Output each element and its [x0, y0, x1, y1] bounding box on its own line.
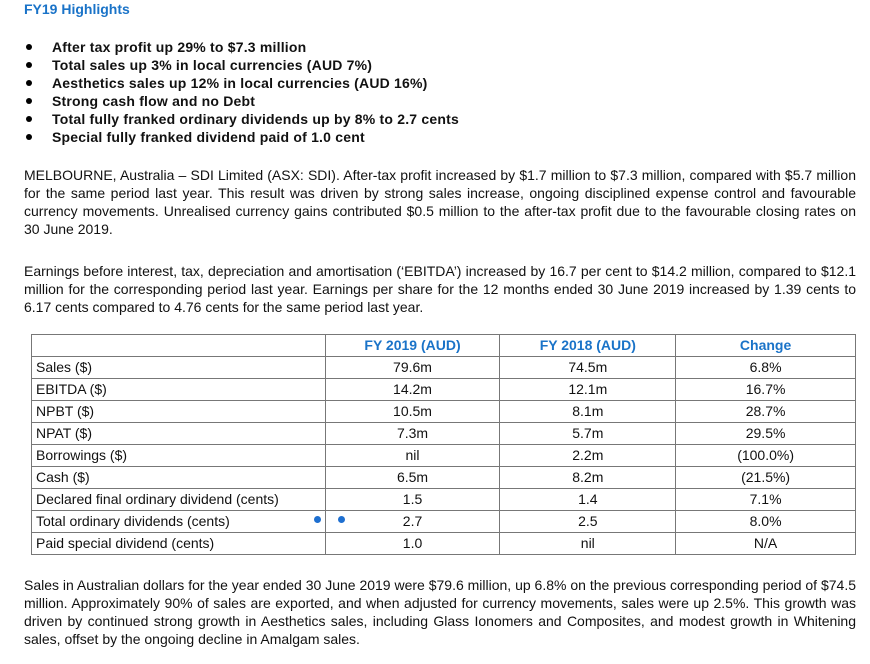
table-row	[32, 445, 856, 467]
table-row	[32, 379, 856, 401]
highlights-list	[24, 38, 459, 146]
fy2018-value: 1.4	[500, 489, 676, 511]
row-label: Total ordinary dividends (cents)	[32, 511, 326, 533]
sales-paragraph: Sales in Australian dollars for the year ended 30 June 2019 were $79.6 million, up 6.8% on the previous corresponding period of $74.5 million. Approximately 90% of sales are exported, and when adjusted for currency movements, sales were up 2.5%. This growth was driven by continued strong growth in Aesthetics sales, including Glass Ionomers and Composites, and modest growth in Whitening sales, offset by the ongoing decline in Amalgam sales.	[24, 577, 856, 647]
list-item	[24, 110, 459, 128]
fy2018-value: 2.5	[500, 511, 676, 533]
fy2018-value: nil	[500, 533, 676, 555]
bullet-icon	[26, 134, 32, 140]
row-label: NPBT ($)	[32, 401, 326, 423]
table-row	[32, 401, 856, 423]
resize-handle-icon[interactable]	[338, 516, 345, 523]
page-title: FY19 Highlights	[24, 1, 130, 17]
list-item	[24, 128, 459, 146]
fy2019-value: 1.0	[325, 533, 500, 555]
bullet-icon	[26, 62, 32, 68]
change-value: 6.8%	[676, 357, 856, 379]
change-value: N/A	[676, 533, 856, 555]
header-cell: FY 2019 (AUD)	[325, 335, 500, 357]
change-value: 16.7%	[676, 379, 856, 401]
fy2018-value: 74.5m	[500, 357, 676, 379]
bullet-icon	[26, 98, 32, 104]
fy2018-value: 8.2m	[500, 467, 676, 489]
fy2019-value: 2.7	[325, 511, 500, 533]
highlight-text: After tax profit up 29% to $7.3 million	[52, 39, 307, 55]
fy2019-value: 10.5m	[325, 401, 500, 423]
bullet-icon	[26, 80, 32, 86]
change-value: (21.5%)	[676, 467, 856, 489]
table-row	[32, 423, 856, 445]
highlight-text: Aesthetics sales up 12% in local currencies (AUD 16%)	[52, 75, 428, 91]
list-item	[24, 92, 459, 110]
header-cell: Change	[676, 335, 856, 357]
bullet-icon	[26, 44, 32, 50]
change-value: 28.7%	[676, 401, 856, 423]
fy2019-value: 7.3m	[325, 423, 500, 445]
highlight-text: Strong cash flow and no Debt	[52, 93, 256, 109]
fy2019-value: nil	[325, 445, 500, 467]
fy2018-value: 8.1m	[500, 401, 676, 423]
header-cell: FY 2018 (AUD)	[500, 335, 676, 357]
highlight-text: Total fully franked ordinary dividends up by 8% to 2.7 cents	[52, 111, 459, 127]
list-item	[24, 38, 459, 56]
highlight-text: Special fully franked dividend paid of 1.0 cent	[52, 129, 365, 145]
list-item	[24, 74, 459, 92]
fy2018-value: 5.7m	[500, 423, 676, 445]
table-row	[32, 467, 856, 489]
fy2019-value: 1.5	[325, 489, 500, 511]
table-row	[32, 533, 856, 555]
intro-paragraph: MELBOURNE, Australia – SDI Limited (ASX: SDI). After-tax profit increased by $1.7 million to $7.3 million, compared with $5.7 million for the same period last year. This result was driven by strong sales increase, ongoing disciplined expense control and favourable currency movements. Unrealised currency gains contributed $0.5 million to the after-tax profit due to the favourable closing rates on 30 June 2019.	[24, 167, 856, 237]
row-label: Declared final ordinary dividend (cents)	[32, 489, 326, 511]
row-label: Cash ($)	[32, 467, 326, 489]
fy2018-value: 2.2m	[500, 445, 676, 467]
list-item	[24, 56, 459, 74]
row-label: Sales ($)	[32, 357, 326, 379]
row-label: NPAT ($)	[32, 423, 326, 445]
row-label: Paid special dividend (cents)	[32, 533, 326, 555]
header-cell	[32, 335, 326, 357]
financial-summary-table	[31, 334, 856, 555]
table-row	[32, 489, 856, 511]
fy2019-value: 14.2m	[325, 379, 500, 401]
fy2019-value: 79.6m	[325, 357, 500, 379]
resize-handle-icon[interactable]	[314, 516, 321, 523]
row-label: Borrowings ($)	[32, 445, 326, 467]
change-value: 8.0%	[676, 511, 856, 533]
fy2019-value: 6.5m	[325, 467, 500, 489]
change-value: (100.0%)	[676, 445, 856, 467]
fy2018-value: 12.1m	[500, 379, 676, 401]
table-row	[32, 357, 856, 379]
table-header-row	[32, 335, 856, 357]
highlight-text: Total sales up 3% in local currencies (AUD 7%)	[52, 57, 373, 73]
row-label: EBITDA ($)	[32, 379, 326, 401]
change-value: 29.5%	[676, 423, 856, 445]
table-row	[32, 511, 856, 533]
ebitda-paragraph: Earnings before interest, tax, depreciation and amortisation (‘EBITDA’) increased by 16.7 per cent to $14.2 million, compared to $12.1 million for the corresponding period last year. Earnings per share for the 12 months ended 30 June 2019 increased by 1.39 cents to 6.17 cents compared to 4.76 cents for the same period last year.	[24, 263, 856, 315]
bullet-icon	[26, 116, 32, 122]
change-value: 7.1%	[676, 489, 856, 511]
